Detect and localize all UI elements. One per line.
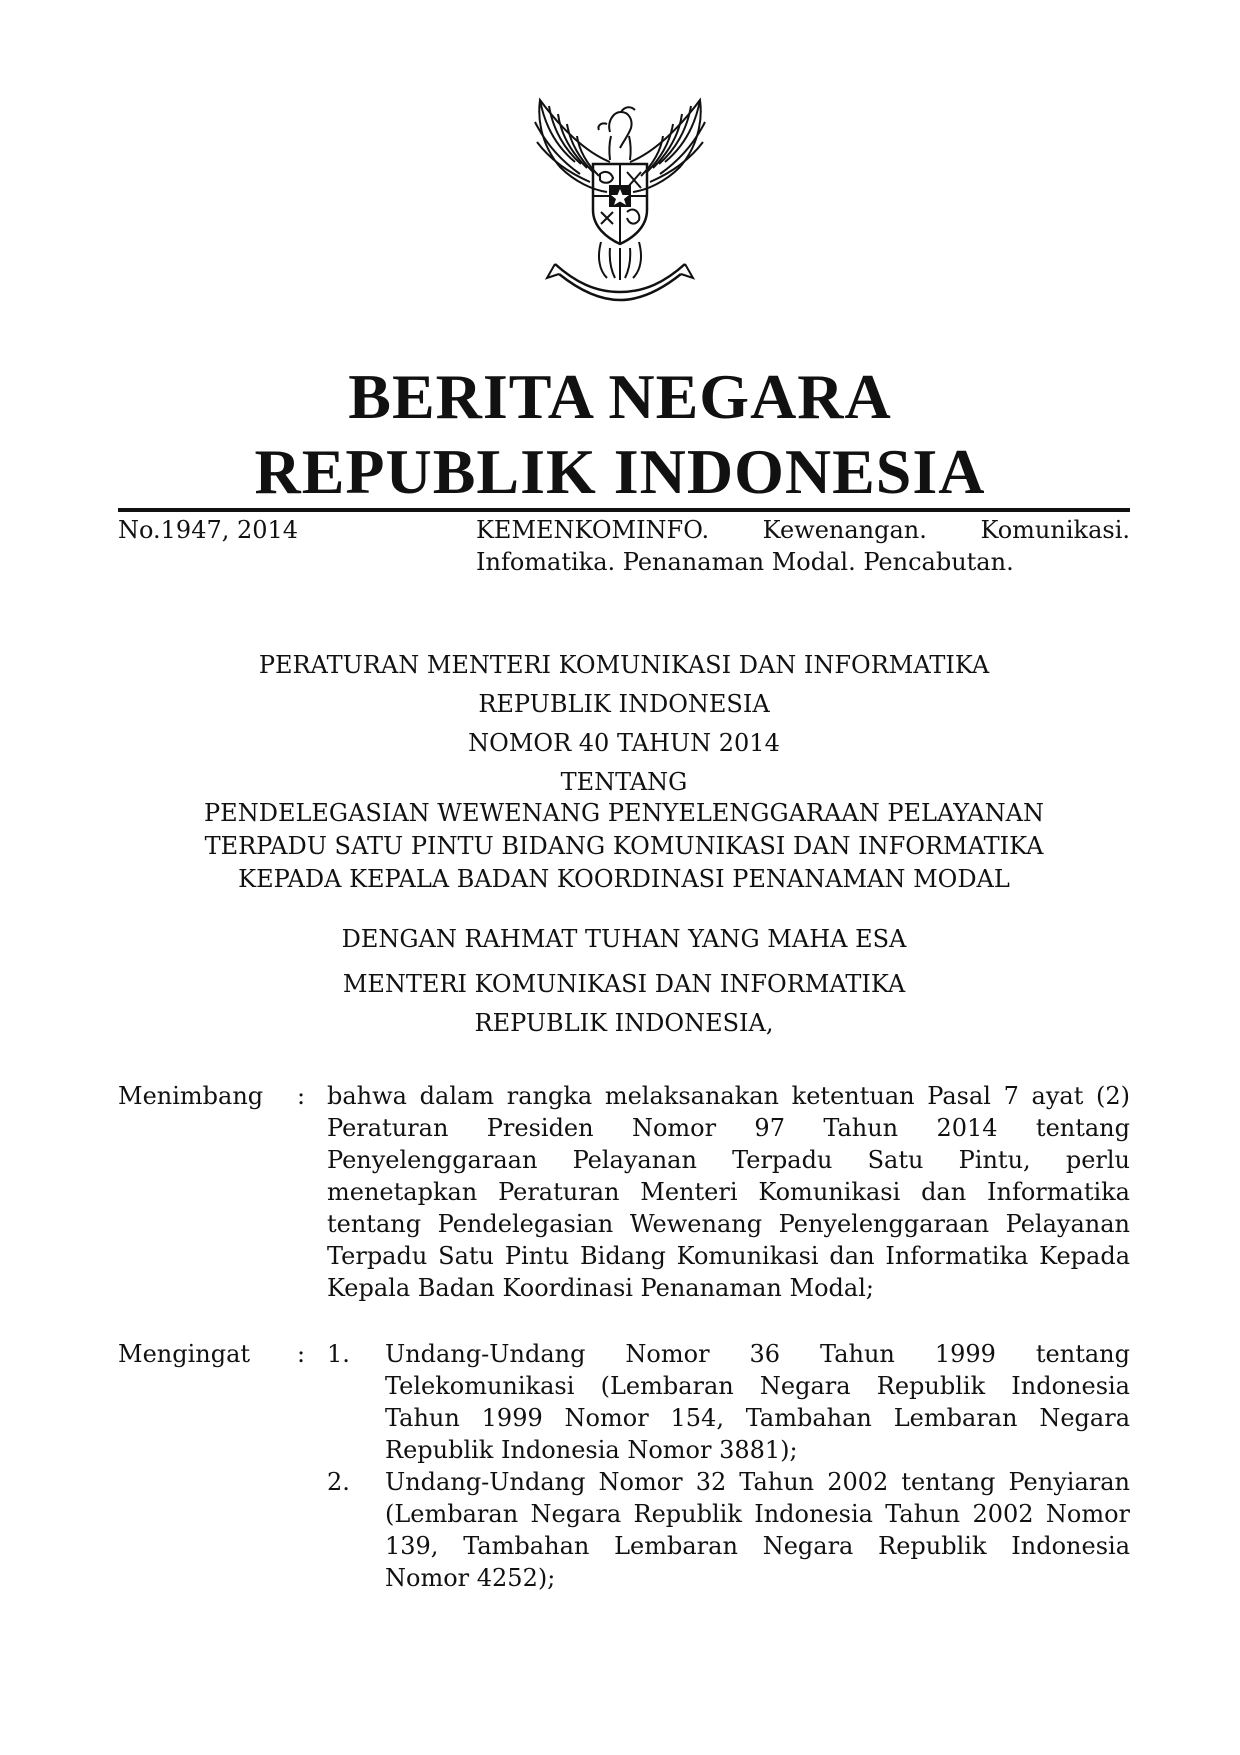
- menimbang-text: bahwa dalam rangka melaksanakan ketentuan Pasal 7 ayat (2) Peraturan Presiden Nomor 97 Tahun 2014 tentang Penyelenggaraan Pelayanan Terpadu Satu Pintu, perlu menetapkan Peraturan Menteri Komunikasi dan Informatika tentang Pendelegasian Wewenang Penyelenggaraan Pelayanan Terpadu Satu Pintu Bidang Komunikasi dan Informatika Kepada Kepala Badan Koordinasi Penanaman Modal;: [327, 1082, 1130, 1302]
- regulation-subject-line: TERPADU SATU PINTU BIDANG KOMUNIKASI DAN INFORMATIKA: [204, 832, 1044, 860]
- issue-topic-line1: KEMENKOMINFO. Kewenangan. Komunikasi.: [476, 516, 1130, 544]
- invocation: DENGAN RAHMAT TUHAN YANG MAHA ESA: [341, 925, 907, 953]
- regulation-subject: [118, 797, 1130, 896]
- masthead-title-line1: BERITA NEGARA: [348, 361, 892, 432]
- regulation-title: [118, 646, 1130, 802]
- garuda-pancasila-emblem-icon: [515, 92, 725, 312]
- regulation-title-line: PERATURAN MENTERI KOMUNIKASI DAN INFORMATIKA: [258, 651, 990, 679]
- regulation-title-line: NOMOR 40 TAHUN 2014: [468, 729, 780, 757]
- mengingat-item-text: Undang-Undang Nomor 32 Tahun 2002 tentang Penyiaran (Lembaran Negara Republik Indonesia Tahun 2002 Nomor 139, Tambahan Lembaran Negara Republik Indonesia Nomor 4252);: [385, 1468, 1130, 1592]
- regulation-preamble: [118, 920, 1130, 1043]
- mengingat-label: Mengingat: [118, 1340, 251, 1368]
- masthead-title-line2: REPUBLIK INDONESIA: [254, 436, 986, 507]
- authority-line: REPUBLIK INDONESIA,: [474, 1009, 774, 1037]
- regulation-title-line: TENTANG: [560, 768, 688, 796]
- regulation-subject-line: PENDELEGASIAN WEWENANG PENYELENGGARAAN PELAYANAN: [204, 799, 1044, 827]
- regulation-title-line: REPUBLIK INDONESIA: [478, 690, 770, 718]
- issue-topic: [476, 514, 1130, 578]
- masthead-divider: [118, 508, 1130, 512]
- issue-topic-line2: Infomatika. Penanaman Modal. Pencabutan.: [476, 548, 1014, 576]
- regulation-subject-line: KEPADA KEPALA BADAN KOORDINASI PENANAMAN MODAL: [238, 865, 1010, 893]
- menimbang-label: Menimbang: [118, 1082, 264, 1110]
- mengingat-colon: :: [297, 1340, 306, 1368]
- mengingat-item-number: 2.: [327, 1468, 350, 1496]
- mengingat-item-number: 1.: [327, 1340, 350, 1368]
- mengingat-item-text: Undang-Undang Nomor 36 Tahun 1999 tentang Telekomunikasi (Lembaran Negara Republik Indonesia Tahun 1999 Nomor 154, Tambahan Lembaran Negara Republik Indonesia Nomor 3881);: [385, 1340, 1130, 1464]
- authority-line: MENTERI KOMUNIKASI DAN INFORMATIKA: [342, 970, 906, 998]
- menimbang-colon: :: [297, 1082, 306, 1110]
- issue-number: No.1947, 2014: [118, 516, 299, 544]
